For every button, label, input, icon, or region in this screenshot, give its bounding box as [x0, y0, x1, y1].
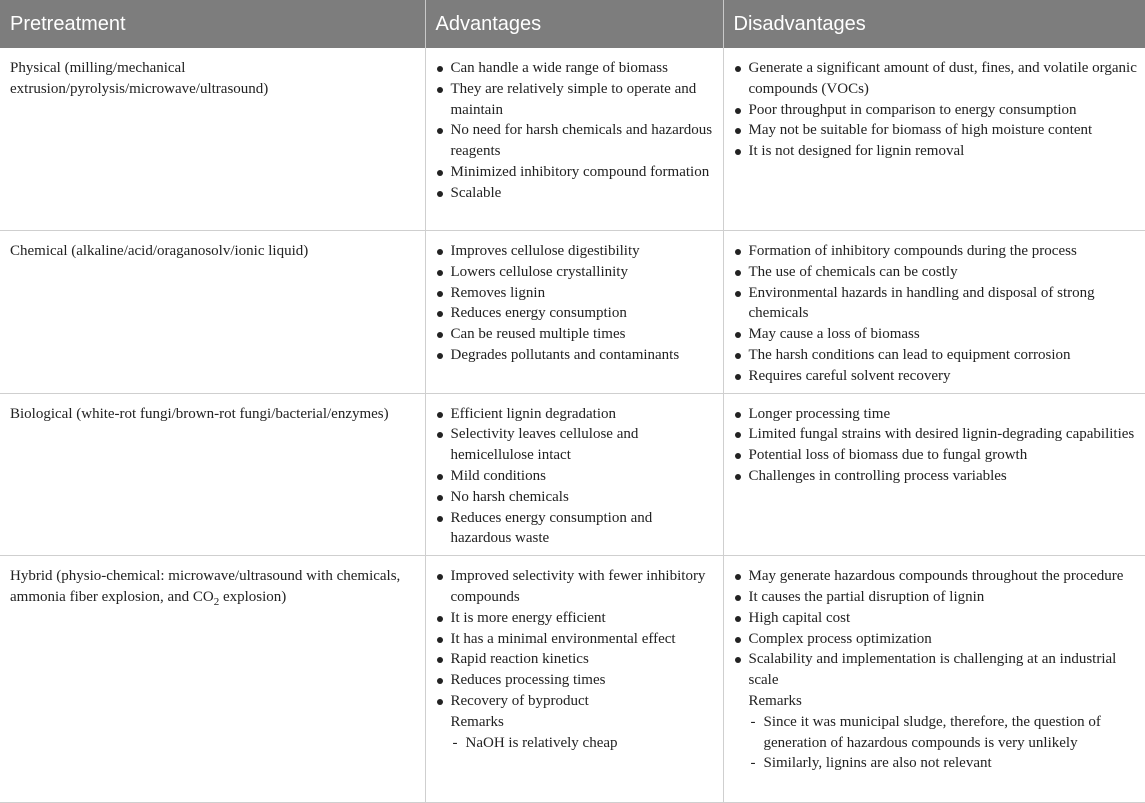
bullet-icon — [735, 616, 741, 622]
bullet-icon — [437, 128, 443, 134]
remark-item: - Similarly, lignins are also not relevant — [734, 753, 1138, 774]
list-item: No need for harsh chemicals and hazardous reagents — [436, 120, 715, 162]
disadvantages-cell — [723, 48, 1145, 231]
bullet-icon — [735, 291, 741, 297]
list-item: Longer processing time — [734, 404, 1138, 425]
dash-icon: - — [750, 755, 756, 772]
bullet-icon — [735, 432, 741, 438]
pretreatment-cell: Physical (milling/mechanical extrusion/pyrolysis/microwave/ultrasound) — [0, 48, 425, 231]
bullet-icon — [735, 66, 741, 72]
list-item: No harsh chemicals — [436, 487, 715, 508]
advantages-cell — [425, 393, 723, 556]
list-item: High capital cost — [734, 608, 1138, 629]
remarks-label: Remarks — [450, 713, 504, 730]
pretreatment-cell: Hybrid (physio-chemical: microwave/ultrasound with chemicals, ammonia fiber explosion, and $CO_2$ explosion) — [0, 556, 425, 803]
bullet-icon — [437, 249, 443, 255]
bullet-icon — [735, 453, 741, 459]
bullet-icon — [437, 87, 443, 93]
bullet-icon — [735, 249, 741, 255]
list-item: Challenges in controlling process variables — [734, 466, 1138, 487]
bullet-icon — [437, 311, 443, 317]
bullet-icon — [437, 516, 443, 522]
list-item: May not be suitable for biomass of high moisture content — [734, 120, 1138, 141]
bullet-icon — [437, 616, 443, 622]
bullet-icon — [437, 66, 443, 72]
remark-item: - Since it was municipal sludge, therefore, the question of generation of hazardous compounds is very unlikely — [750, 713, 1101, 751]
advantages-cell — [425, 556, 723, 803]
list-item: Reduces energy consumption — [436, 303, 715, 324]
header-advantages: Advantages — [425, 0, 723, 48]
list-item: Improved selectivity with fewer inhibitory compounds — [436, 566, 715, 608]
bullet-icon — [437, 412, 443, 418]
list-item: It is more energy efficient — [436, 608, 715, 629]
list-item: May cause a loss of biomass — [734, 324, 1138, 345]
bullet-icon — [735, 412, 741, 418]
list-item: They are relatively simple to operate and maintain — [436, 79, 715, 121]
list-item: Degrades pollutants and contaminants — [436, 345, 715, 366]
bullet-icon — [735, 270, 741, 276]
bullet-icon — [437, 291, 443, 297]
bullet-icon — [437, 191, 443, 197]
list-item: It is not designed for lignin removal — [734, 141, 1138, 162]
list-item: Minimized inhibitory compound formation — [436, 162, 715, 183]
list-item: Scalability and implementation is challenging at an industrial scale — [734, 649, 1138, 691]
bullet-icon — [437, 574, 443, 580]
list-item: Poor throughput in comparison to energy consumption — [734, 100, 1138, 121]
list-item: Can be reused multiple times — [436, 324, 715, 345]
list-item: Rapid reaction kinetics — [436, 649, 715, 670]
bullet-icon — [735, 108, 741, 114]
pretreatment-cell: Chemical (alkaline/acid/oraganosolv/ionic liquid) — [0, 231, 425, 394]
bullet-icon — [735, 657, 741, 663]
bullet-icon — [437, 332, 443, 338]
list-item: It has a minimal environmental effect — [436, 629, 715, 650]
list-item: It causes the partial disruption of lignin — [734, 587, 1138, 608]
bullet-icon — [437, 637, 443, 643]
bullet-icon — [735, 128, 741, 134]
list-item: Complex process optimization — [734, 629, 1138, 650]
disadvantages-cell — [723, 231, 1145, 394]
list-item: Improves cellulose digestibility — [436, 241, 715, 262]
list-item: Reduces processing times — [436, 670, 715, 691]
remark-item: - NaOH is relatively cheap — [436, 733, 715, 754]
bullet-icon — [735, 595, 741, 601]
pretreatment-cell: Biological (white-rot fungi/brown-rot fungi/bacterial/enzymes) — [0, 393, 425, 556]
bullet-icon — [437, 432, 443, 438]
list-item: Recovery of byproduct — [436, 691, 715, 712]
bullet-icon — [437, 170, 443, 176]
dash-icon: - — [750, 713, 756, 730]
bullet-icon — [437, 678, 443, 684]
list-item: The harsh conditions can lead to equipment corrosion — [734, 345, 1138, 366]
header-pretreatment: Pretreatment — [0, 0, 425, 48]
list-item: Requires careful solvent recovery — [734, 366, 1138, 387]
bullet-icon — [437, 353, 443, 359]
bullet-icon — [735, 574, 741, 580]
list-item: Potential loss of biomass due to fungal growth — [734, 445, 1138, 466]
list-item: Lowers cellulose crystallinity — [436, 262, 715, 283]
bullet-icon — [437, 495, 443, 501]
list-item: Scalable — [436, 183, 715, 204]
list-item: May generate hazardous compounds throughout the procedure — [734, 566, 1138, 587]
dash-icon: - — [452, 734, 458, 751]
bullet-icon — [735, 332, 741, 338]
header-row — [0, 0, 1145, 48]
list-item: Reduces energy consumption and hazardous waste — [436, 508, 715, 550]
list-item: Selectivity leaves cellulose and hemicellulose intact — [436, 424, 715, 466]
table-row-biological — [0, 393, 1145, 556]
list-item: Formation of inhibitory compounds during the process — [734, 241, 1138, 262]
bullet-icon — [735, 353, 741, 359]
bullet-icon — [437, 657, 443, 663]
advantages-cell — [425, 48, 723, 231]
list-item: Mild conditions — [436, 466, 715, 487]
list-item: Generate a significant amount of dust, fines, and volatile organic compounds (VOCs) — [734, 58, 1138, 100]
bullet-icon — [437, 474, 443, 480]
list-item: Limited fungal strains with desired lignin-degrading capabilities — [734, 424, 1138, 445]
list-item: Can handle a wide range of biomass — [436, 58, 715, 79]
bullet-icon — [437, 699, 443, 705]
bullet-icon — [735, 374, 741, 380]
table-row-physical — [0, 48, 1145, 231]
list-item: The use of chemicals can be costly — [734, 262, 1138, 283]
advantages-cell — [425, 231, 723, 394]
bullet-icon — [735, 637, 741, 643]
list-item: Removes lignin — [436, 283, 715, 304]
list-item: Environmental hazards in handling and disposal of strong chemicals — [734, 283, 1138, 325]
table-row-hybrid — [0, 556, 1145, 803]
bullet-icon — [735, 149, 741, 155]
subscript: 2 — [213, 595, 220, 608]
disadvantages-cell — [723, 556, 1145, 803]
list-item: Efficient lignin degradation — [436, 404, 715, 425]
bullet-icon — [437, 270, 443, 276]
bullet-icon — [735, 474, 741, 480]
table-row-chemical — [0, 231, 1145, 394]
header-disadvantages: Disadvantages — [723, 0, 1145, 48]
disadvantages-cell — [723, 393, 1145, 556]
remarks-label: Remarks — [748, 692, 802, 709]
